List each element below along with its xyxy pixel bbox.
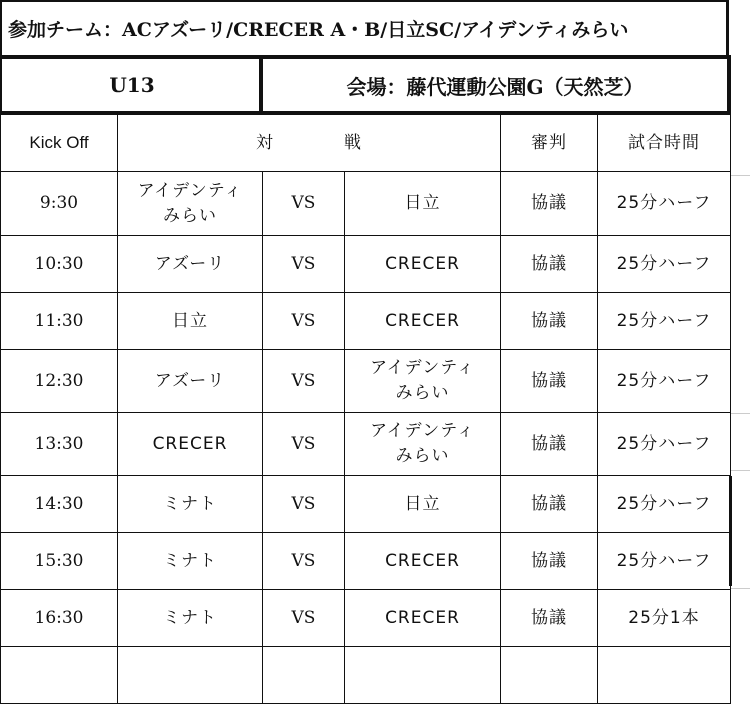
away-team: アイデンティ みらい bbox=[345, 350, 501, 413]
referee: 協議 bbox=[501, 590, 598, 647]
home-team: CRECER bbox=[118, 413, 263, 476]
venue-label: 会場：藤代運動公園G（天然芝） bbox=[259, 55, 731, 115]
divider bbox=[731, 588, 750, 589]
vs-label: VS bbox=[263, 413, 345, 476]
match-header bbox=[118, 115, 501, 172]
vs-label: VS bbox=[263, 293, 345, 350]
referee: 協議 bbox=[501, 533, 598, 590]
away-team: CRECER bbox=[345, 590, 501, 647]
vs-label: VS bbox=[263, 236, 345, 293]
match-row bbox=[1, 476, 731, 533]
match-header-right: 戦 bbox=[344, 132, 362, 153]
duration-header: 試合時間 bbox=[598, 115, 731, 172]
match-duration: 25分ハーフ bbox=[598, 293, 731, 350]
match-duration: 25分ハーフ bbox=[598, 236, 731, 293]
age-group-label: U13 bbox=[0, 55, 262, 115]
participants-title: 参加チーム：ACアズーリ/CRECER A・B/日立SC/アイデンティみらい bbox=[0, 0, 729, 55]
kickoff-time: 15:30 bbox=[1, 533, 118, 590]
match-row bbox=[1, 350, 731, 413]
column-header-row bbox=[1, 115, 731, 172]
empty-cell bbox=[598, 647, 731, 704]
kickoff-time: 9:30 bbox=[1, 172, 118, 236]
empty-row bbox=[1, 647, 731, 704]
empty-cell bbox=[263, 647, 345, 704]
away-team: アイデンティ みらい bbox=[345, 413, 501, 476]
schedule-body bbox=[1, 115, 731, 704]
divider bbox=[731, 413, 750, 414]
kickoff-time: 16:30 bbox=[1, 590, 118, 647]
away-team: 日立 bbox=[345, 172, 501, 236]
kickoff-time: 10:30 bbox=[1, 236, 118, 293]
match-row bbox=[1, 533, 731, 590]
kickoff-time: 13:30 bbox=[1, 413, 118, 476]
away-team: 日立 bbox=[345, 476, 501, 533]
match-schedule-table bbox=[0, 114, 731, 704]
kickoff-time: 11:30 bbox=[1, 293, 118, 350]
empty-cell bbox=[1, 647, 118, 704]
empty-cell bbox=[118, 647, 263, 704]
match-header-left: 対 bbox=[256, 132, 274, 153]
kickoff-time: 14:30 bbox=[1, 476, 118, 533]
vs-label: VS bbox=[263, 476, 345, 533]
vs-label: VS bbox=[263, 590, 345, 647]
vs-label: VS bbox=[263, 172, 345, 236]
empty-cell bbox=[501, 647, 598, 704]
match-duration: 25分ハーフ bbox=[598, 172, 731, 236]
home-team: アズーリ bbox=[118, 350, 263, 413]
home-team: アイデンティ みらい bbox=[118, 172, 263, 236]
vs-label: VS bbox=[263, 350, 345, 413]
kickoff-header: Kick Off bbox=[1, 115, 118, 172]
referee: 協議 bbox=[501, 293, 598, 350]
match-row bbox=[1, 293, 731, 350]
match-duration: 25分1本 bbox=[598, 590, 731, 647]
referee: 協議 bbox=[501, 236, 598, 293]
vs-label: VS bbox=[263, 533, 345, 590]
match-duration: 25分ハーフ bbox=[598, 350, 731, 413]
away-team: CRECER bbox=[345, 293, 501, 350]
away-team: CRECER bbox=[345, 236, 501, 293]
kickoff-time: 12:30 bbox=[1, 350, 118, 413]
referee-header: 審判 bbox=[501, 115, 598, 172]
home-team: アズーリ bbox=[118, 236, 263, 293]
match-row bbox=[1, 172, 731, 236]
home-team: ミナト bbox=[118, 476, 263, 533]
referee: 協議 bbox=[501, 413, 598, 476]
divider bbox=[731, 175, 750, 176]
match-row bbox=[1, 590, 731, 647]
match-row bbox=[1, 413, 731, 476]
match-duration: 25分ハーフ bbox=[598, 533, 731, 590]
edge-border-mark bbox=[729, 476, 732, 586]
divider bbox=[731, 470, 750, 471]
home-team: ミナト bbox=[118, 590, 263, 647]
home-team: 日立 bbox=[118, 293, 263, 350]
referee: 協議 bbox=[501, 350, 598, 413]
referee: 協議 bbox=[501, 172, 598, 236]
home-team: ミナト bbox=[118, 533, 263, 590]
match-duration: 25分ハーフ bbox=[598, 413, 731, 476]
match-row bbox=[1, 236, 731, 293]
away-team: CRECER bbox=[345, 533, 501, 590]
empty-cell bbox=[345, 647, 501, 704]
referee: 協議 bbox=[501, 476, 598, 533]
match-duration: 25分ハーフ bbox=[598, 476, 731, 533]
